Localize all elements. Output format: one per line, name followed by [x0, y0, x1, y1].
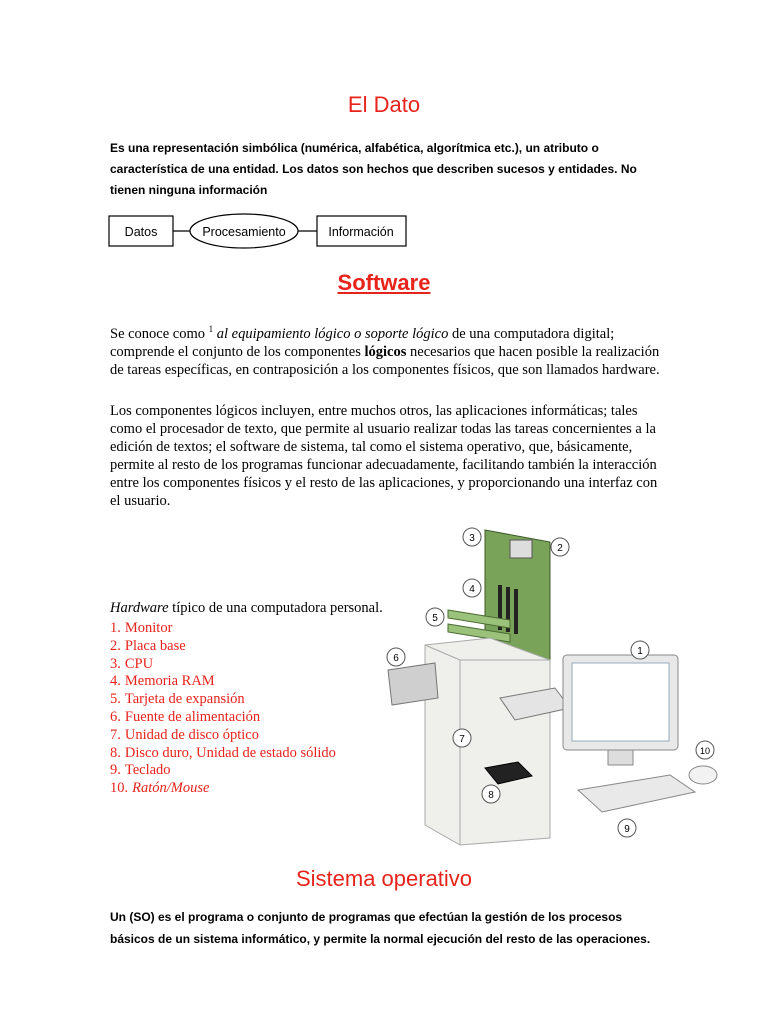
callout-5 [426, 608, 444, 626]
callout-label: 9 [624, 824, 630, 835]
callout-1 [631, 641, 649, 659]
ram-slot-shape [514, 589, 518, 634]
callout-label: 8 [488, 790, 494, 801]
callout-label: 4 [469, 584, 475, 595]
list-label: Teclado [124, 762, 171, 779]
list-number: 6. [110, 708, 121, 725]
list-number: 7. [110, 726, 121, 743]
list-item [110, 727, 336, 745]
list-item [110, 780, 336, 798]
p1-text: necesarios que hacen posible la realización de tareas específicas, en contraposición a los componentes físicos, que son llamados hardware. [110, 343, 660, 378]
callout-label: 1 [637, 646, 643, 657]
p1-bold: lógicos [364, 343, 407, 360]
list-label: Memoria RAM [124, 673, 215, 690]
list-number: 8. [110, 744, 121, 761]
software-paragraph-1 [110, 320, 670, 379]
callout-label: 5 [432, 613, 438, 624]
p1-italic: al equipamiento lógico o soporte lógico [213, 325, 449, 342]
callout-10 [696, 741, 714, 759]
footnote-ref: 1 [208, 324, 214, 334]
p1-text: Se conoce como [110, 325, 209, 342]
list-item [110, 709, 336, 727]
hardware-caption-italic: Hardware [110, 600, 169, 616]
callout-3 [463, 528, 481, 546]
list-item [110, 691, 336, 709]
dato-paragraph: Es una representación simbólica (numérica, alfabética, algorítmica etc.), un atributo o característica de una entidad. Los datos son hechos que describen sucesos y entidades. No tienen ninguna información [110, 141, 637, 197]
cpu-shape [510, 540, 532, 558]
pc-hardware-illustration [380, 520, 720, 850]
list-item [110, 656, 336, 674]
list-label: Monitor [124, 620, 173, 636]
software-paragraph-2: Los componentes lógicos incluyen, entre muchos otros, las aplicaciones informáticas; tales como el procesador de texto, que permite al usuario realizar todas las tareas concernientes a la edición de textos; el software de sistema, tal como el sistema operativo, que, básicamente, permite al resto de los programas funcionar adecuadamente, facilitando también la interacción entre los componentes físicos y el resto de las aplicaciones, y proporcionando una interfaz con el usuario. [110, 403, 658, 509]
callout-label: 2 [557, 543, 563, 554]
list-number: 10. [110, 780, 129, 797]
callout-7 [453, 729, 471, 747]
flow-label-procesamiento: Procesamiento [202, 225, 286, 239]
callout-label: 10 [699, 746, 711, 756]
power-supply-shape [388, 663, 438, 705]
list-number: 3. [110, 655, 121, 672]
list-label: CPU [124, 655, 154, 672]
monitor-screen-shape [572, 663, 669, 741]
list-item [110, 762, 336, 780]
data-flow-diagram [108, 212, 408, 252]
section-title-el-dato: El Dato [347, 92, 421, 117]
list-number: 2. [110, 637, 121, 654]
list-number: 9. [110, 762, 121, 779]
list-number: 5. [110, 691, 121, 708]
list-label: Unidad de disco óptico [124, 726, 259, 743]
callout-6 [387, 648, 405, 666]
callout-2 [551, 538, 569, 556]
list-label: Disco duro, Unidad de estado sólido [124, 744, 336, 761]
list-label: Ratón/Mouse [132, 780, 210, 797]
keyboard-shape [578, 775, 695, 812]
callout-8 [482, 785, 500, 803]
callout-label: 6 [393, 653, 399, 664]
list-item [110, 745, 336, 763]
hardware-caption [110, 600, 383, 617]
hardware-list [110, 620, 336, 798]
section-title-software: Software [337, 270, 431, 295]
list-item [110, 673, 336, 691]
callout-label: 3 [469, 533, 475, 544]
callout-9 [618, 819, 636, 837]
section-title-sistema-operativo: Sistema operativo [295, 866, 473, 891]
list-label: Placa base [124, 637, 186, 654]
p1-text: de una computadora digital; comprende el conjunto de los componentes [110, 325, 615, 360]
callout-4 [463, 579, 481, 597]
mouse-shape [689, 766, 717, 784]
hardware-caption-rest: típico de una computadora personal. [168, 600, 383, 616]
list-number: 4. [110, 673, 121, 690]
flow-label-informacion: Información [328, 225, 394, 239]
case-shape [425, 638, 550, 845]
list-label: Fuente de alimentación [124, 708, 261, 725]
callout-label: 7 [459, 734, 465, 745]
list-label: Tarjeta de expansión [124, 691, 245, 708]
list-item [110, 638, 336, 656]
monitor-stand-shape [608, 750, 633, 765]
flow-label-datos: Datos [124, 225, 158, 239]
so-paragraph: Un (SO) es el programa o conjunto de programas que efectúan la gestión de los procesos básicos de un sistema informático, y permite la normal ejecución del resto de las operaciones. [110, 910, 651, 946]
list-number: 1. [110, 620, 121, 636]
list-item [110, 620, 336, 638]
